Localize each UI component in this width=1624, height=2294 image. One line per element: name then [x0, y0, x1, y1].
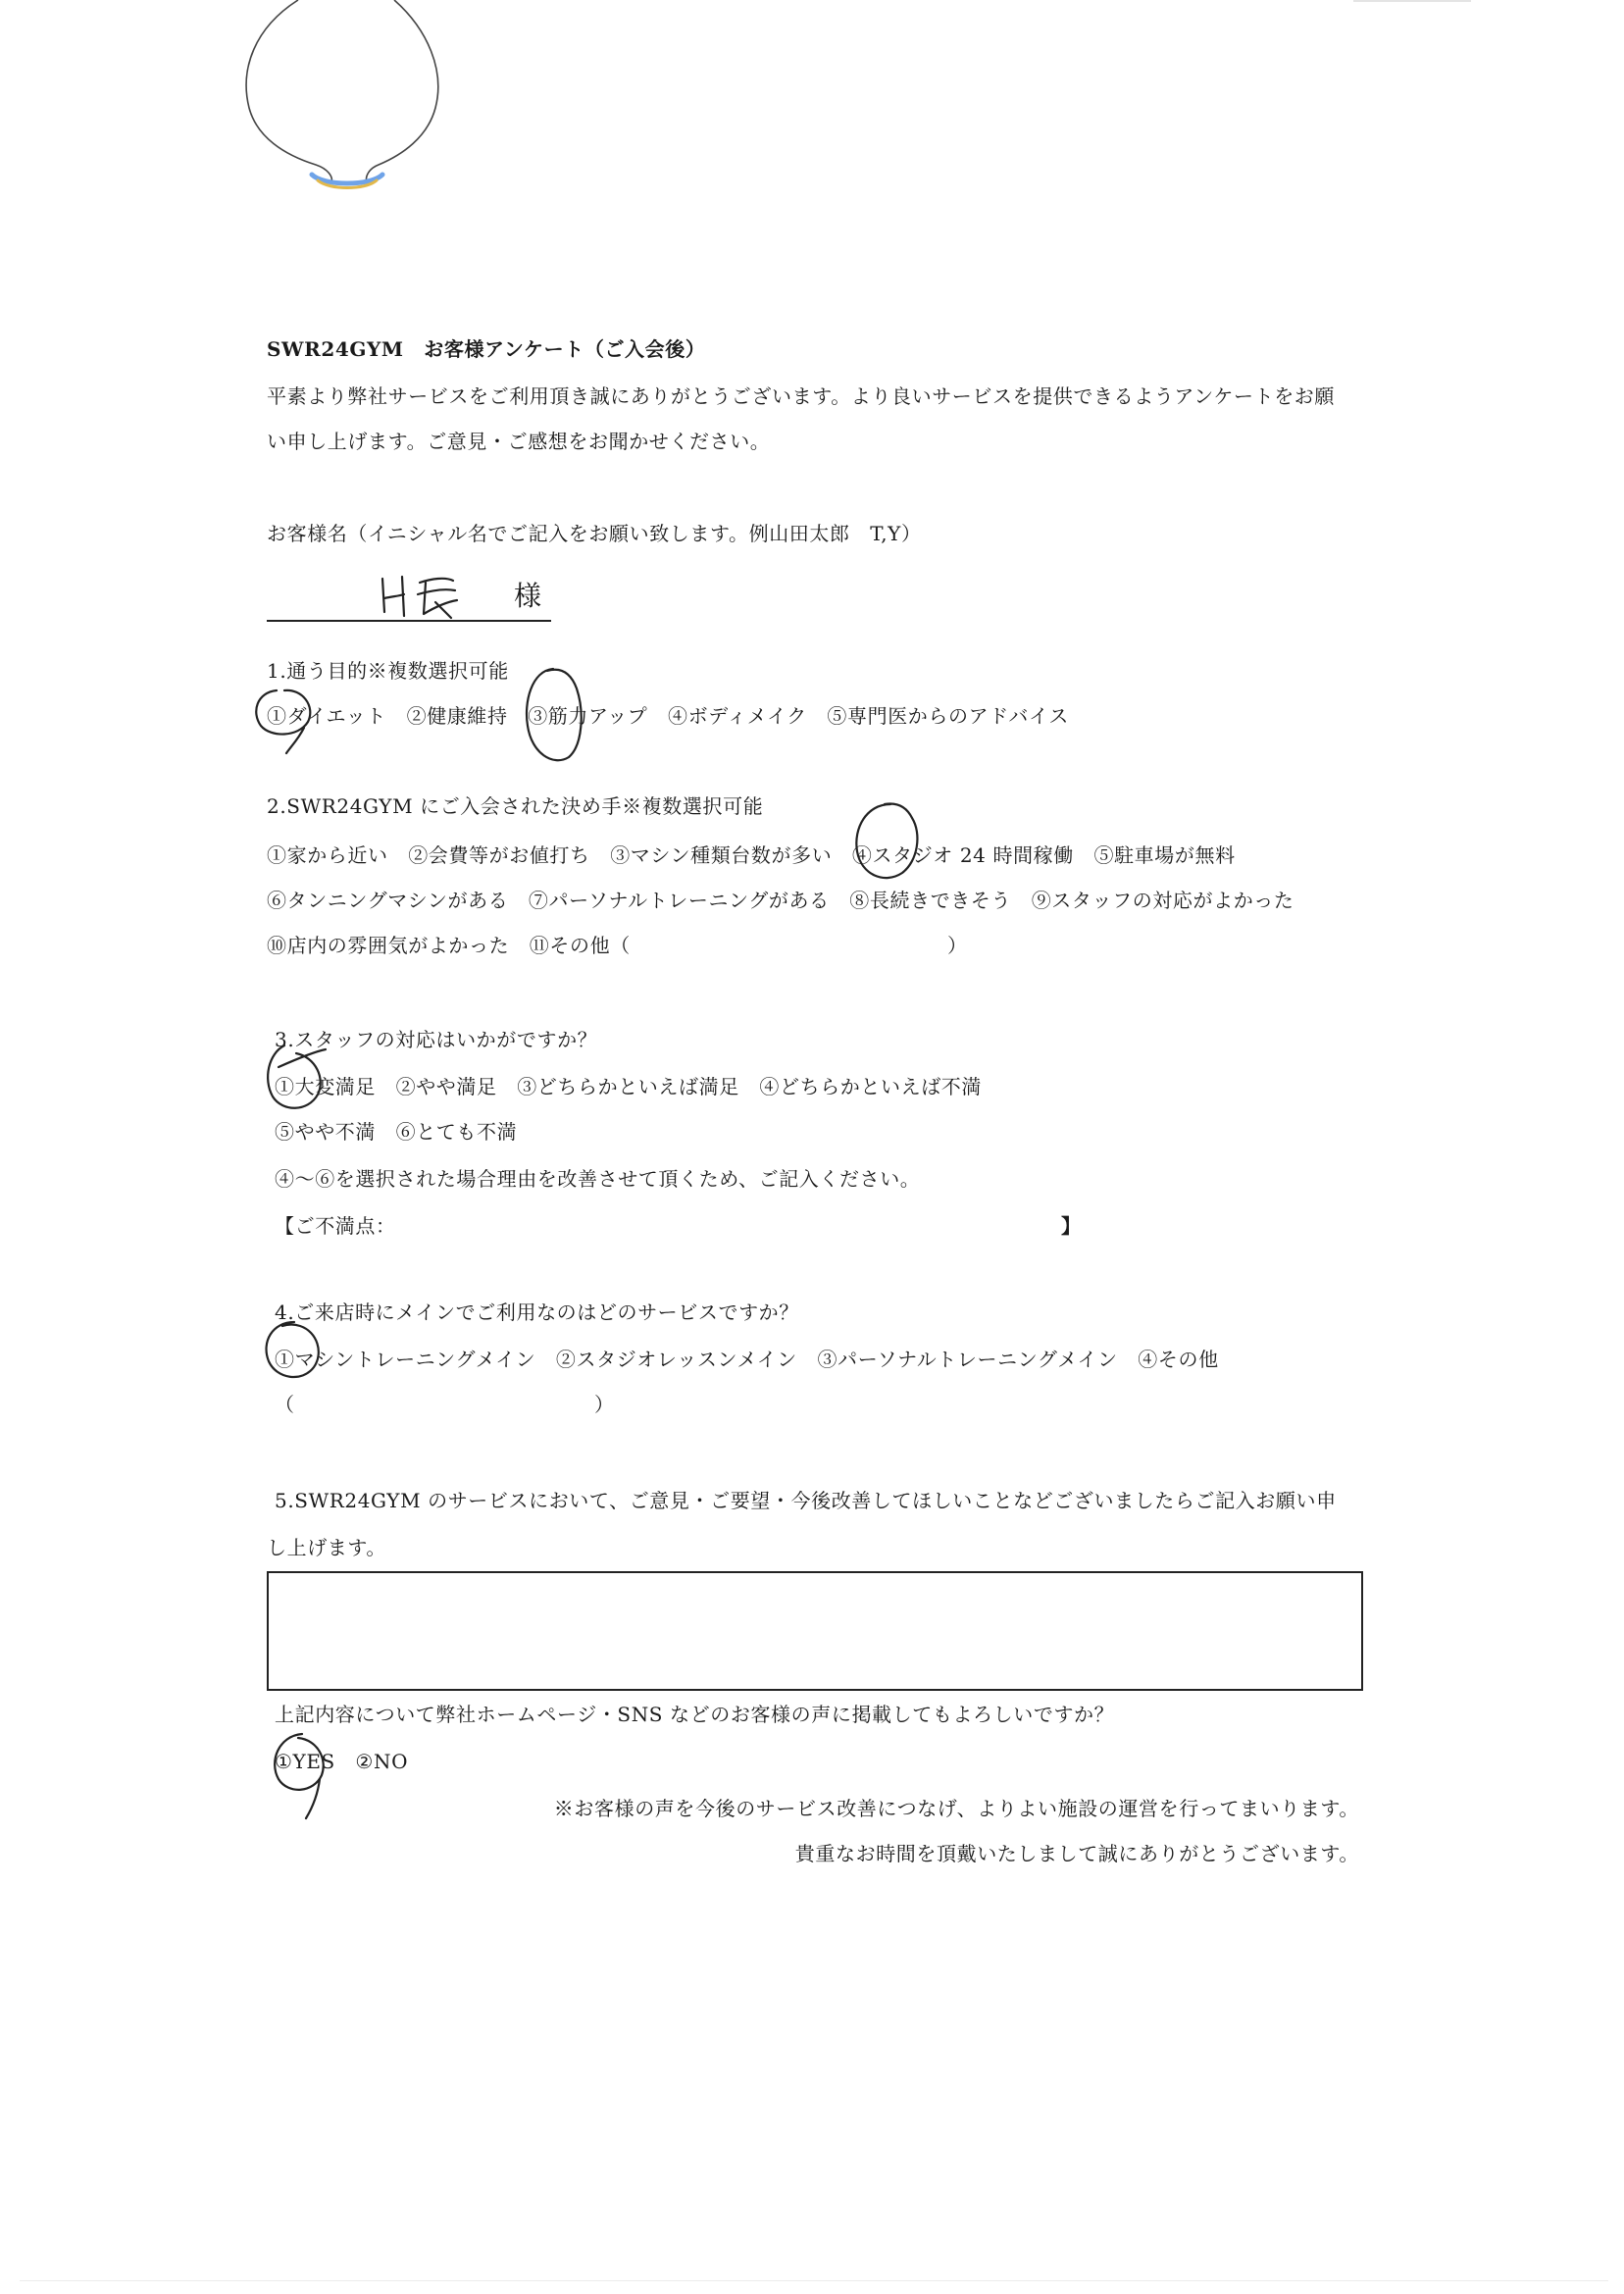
q1-circle-mark-muscle	[518, 663, 590, 771]
customer-name-label: お客様名（イニシャル名でご記入をお願い致します。例山田太郎 T,Y）	[267, 522, 922, 545]
q1-circle-mark-diet	[247, 683, 326, 757]
q4-question: 4.ご来店時にメインでご利用なのはどのサービスですか？	[275, 1300, 799, 1324]
q5-question-line-2: し上げます。	[267, 1536, 386, 1559]
honorific-sama: 様	[514, 580, 542, 612]
q3-question: 3.スタッフの対応はいかがですか？	[275, 1028, 598, 1051]
footer-line-1: ※お客様の声を今後のサービス改善につなげ、よりよい施設の運営を行ってまいります。	[553, 1797, 1359, 1820]
q4-other-close: ）	[594, 1393, 615, 1416]
handwritten-name-signature	[377, 573, 475, 622]
footer-line-2: 貴重なお時間を頂戴いたしまして誠にありがとうございます。	[794, 1842, 1359, 1865]
q3-complaint-label: 【ご不満点：	[275, 1214, 396, 1238]
intro-line-1: 平素より弊社サービスをご利用頂き誠にありがとうございます。より良いサービスを提供できるようアンケートをお願	[267, 384, 1335, 408]
q2-other-close: ）	[947, 934, 968, 957]
consent-options[interactable]: ①YES ②NO	[275, 1750, 409, 1773]
consent-question: 上記内容について弊社ホームページ・SNS などのお客様の声に掲載してもよろしいですか？	[275, 1703, 1115, 1726]
q3-note: ④〜⑥を選択された場合理由を改善させて頂くため、ご記入ください。	[275, 1167, 921, 1191]
q3-circle-mark-very-satisfied	[257, 1040, 335, 1118]
page-bottom-edge	[20, 2280, 1608, 2281]
customer-name-line	[267, 620, 551, 622]
q3-complaint-field[interactable]	[412, 1214, 1040, 1238]
q5-comment-box[interactable]	[267, 1571, 1363, 1691]
q4-other-field[interactable]	[300, 1393, 584, 1416]
q2-options-line-1[interactable]: ①家から近い ②会費等がお値打ち ③マシン種類台数が多い ④スタジオ 24 時間稼働 ⑤駐車場が無料	[267, 843, 1236, 867]
survey-title: SWR24GYM お客様アンケート（ご入会後）	[267, 337, 706, 361]
intro-line-2: い申し上げます。ご意見・ご感想をお聞かせください。	[267, 430, 771, 453]
q2-options-line-3[interactable]: ⑩店内の雰囲気がよかった ⑪その他（	[267, 934, 631, 957]
q4-circle-mark-machine	[255, 1314, 333, 1393]
q1-options[interactable]: ①ダイエット ②健康維持 ③筋力アップ ④ボディメイク ⑤専門医からのアドバイス	[267, 704, 1069, 728]
q2-circle-mark-studio	[847, 798, 926, 889]
q1-question: 1.通う目的※複数選択可能	[267, 659, 509, 683]
q2-options-line-2[interactable]: ⑥タンニングマシンがある ⑦パーソナルトレーニングがある ⑧長続きできそう ⑨スタッフの対応がよかった	[267, 889, 1294, 912]
q4-options[interactable]: ①マシントレーニングメイン ②スタジオレッスンメイン ③パーソナルトレーニングメイン ④その他	[275, 1348, 1219, 1371]
customer-name-handwriting[interactable]	[377, 573, 475, 626]
q5-question-line-1: 5.SWR24GYM のサービスにおいて、ご意見・ご要望・今後改善してほしいことなどございましたらご記入お願い申	[275, 1489, 1337, 1512]
balloon-doodle-icon	[235, 0, 461, 196]
q3-options-line-2[interactable]: ⑤やや不満 ⑥とても不満	[275, 1120, 518, 1144]
scan-edge-mark	[1353, 0, 1471, 2]
q2-question: 2.SWR24GYM にご入会された決め手※複数選択可能	[267, 794, 764, 818]
q3-options-line-1[interactable]: ①大変満足 ②やや満足 ③どちらかといえば満足 ④どちらかといえば不満	[275, 1075, 982, 1098]
q4-other-open: （	[275, 1393, 295, 1416]
consent-circle-mark-yes	[263, 1726, 337, 1824]
q3-complaint-close: 】	[1061, 1214, 1082, 1238]
